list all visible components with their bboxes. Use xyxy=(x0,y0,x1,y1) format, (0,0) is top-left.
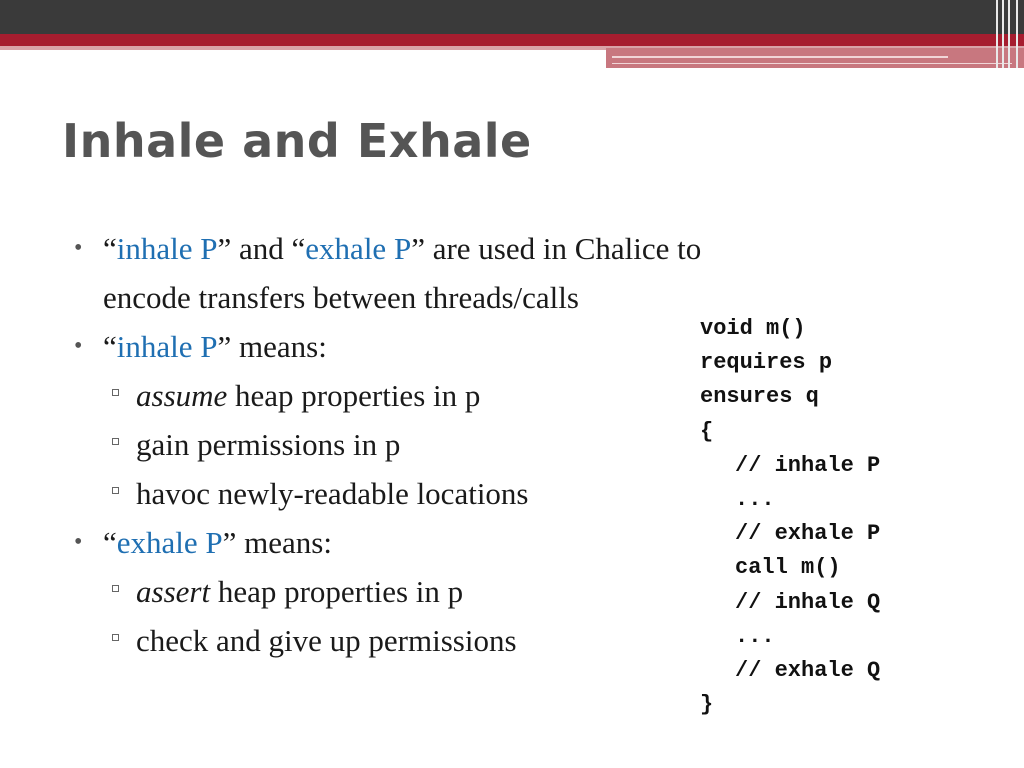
code-line: { xyxy=(700,418,714,444)
code-line: requires p xyxy=(700,350,833,376)
sub-bullet-text: check and give up permissions xyxy=(136,623,517,658)
bullet-dot-icon: • xyxy=(74,235,83,261)
code-line: } xyxy=(700,692,714,718)
sub-bullet-text: gain permissions in p xyxy=(136,427,401,462)
bullet-text: encode transfers between threads/calls xyxy=(103,280,579,315)
square-bullet-icon xyxy=(112,438,119,445)
header-stripes xyxy=(992,0,1024,68)
bullet-text: ” means: xyxy=(217,329,327,364)
keyword-inhale: inhale P xyxy=(116,329,218,364)
code-block xyxy=(700,312,880,722)
square-bullet-icon xyxy=(112,389,119,396)
keyword-exhale: exhale P xyxy=(305,231,412,266)
header-accent-line xyxy=(612,63,1012,64)
sub-bullet-text: heap properties in p xyxy=(227,378,481,413)
code-line: ... xyxy=(735,623,775,649)
code-line: ... xyxy=(735,487,775,513)
bullet-item xyxy=(74,224,954,322)
header-dark-band xyxy=(0,0,1024,34)
header-accent-line xyxy=(612,56,948,58)
keyword-exhale: exhale P xyxy=(116,525,223,560)
code-line: // inhale Q xyxy=(735,589,881,615)
code-line: // inhale P xyxy=(735,452,881,478)
quote-open: “ xyxy=(103,329,117,364)
emphasis-assume: assume xyxy=(136,378,228,413)
code-line: void m() xyxy=(700,316,806,341)
quote-open: “ xyxy=(103,231,117,266)
bullet-dot-icon: • xyxy=(74,333,83,359)
code-line: ensures q xyxy=(700,384,819,410)
header-accent-block xyxy=(606,48,1024,68)
sub-bullet-text: havoc newly-readable locations xyxy=(136,476,529,511)
slide-title: Inhale and Exhale xyxy=(62,114,532,168)
header-red-band xyxy=(0,34,1024,46)
bullet-dot-icon: • xyxy=(74,529,83,555)
square-bullet-icon xyxy=(112,585,119,592)
square-bullet-icon xyxy=(112,634,119,641)
sub-bullet-text: heap properties in p xyxy=(210,574,464,609)
quote-open: “ xyxy=(103,525,117,560)
emphasis-assert: assert xyxy=(136,574,211,609)
bullet-text: ” are used in Chalice to xyxy=(411,231,702,266)
code-line: call m() xyxy=(735,555,841,581)
bullet-text: ” means: xyxy=(222,525,332,560)
keyword-inhale: inhale P xyxy=(116,231,218,266)
code-line: // exhale Q xyxy=(735,658,881,684)
code-line: // exhale P xyxy=(735,521,881,547)
bullet-text: ” and “ xyxy=(217,231,306,266)
square-bullet-icon xyxy=(112,487,119,494)
